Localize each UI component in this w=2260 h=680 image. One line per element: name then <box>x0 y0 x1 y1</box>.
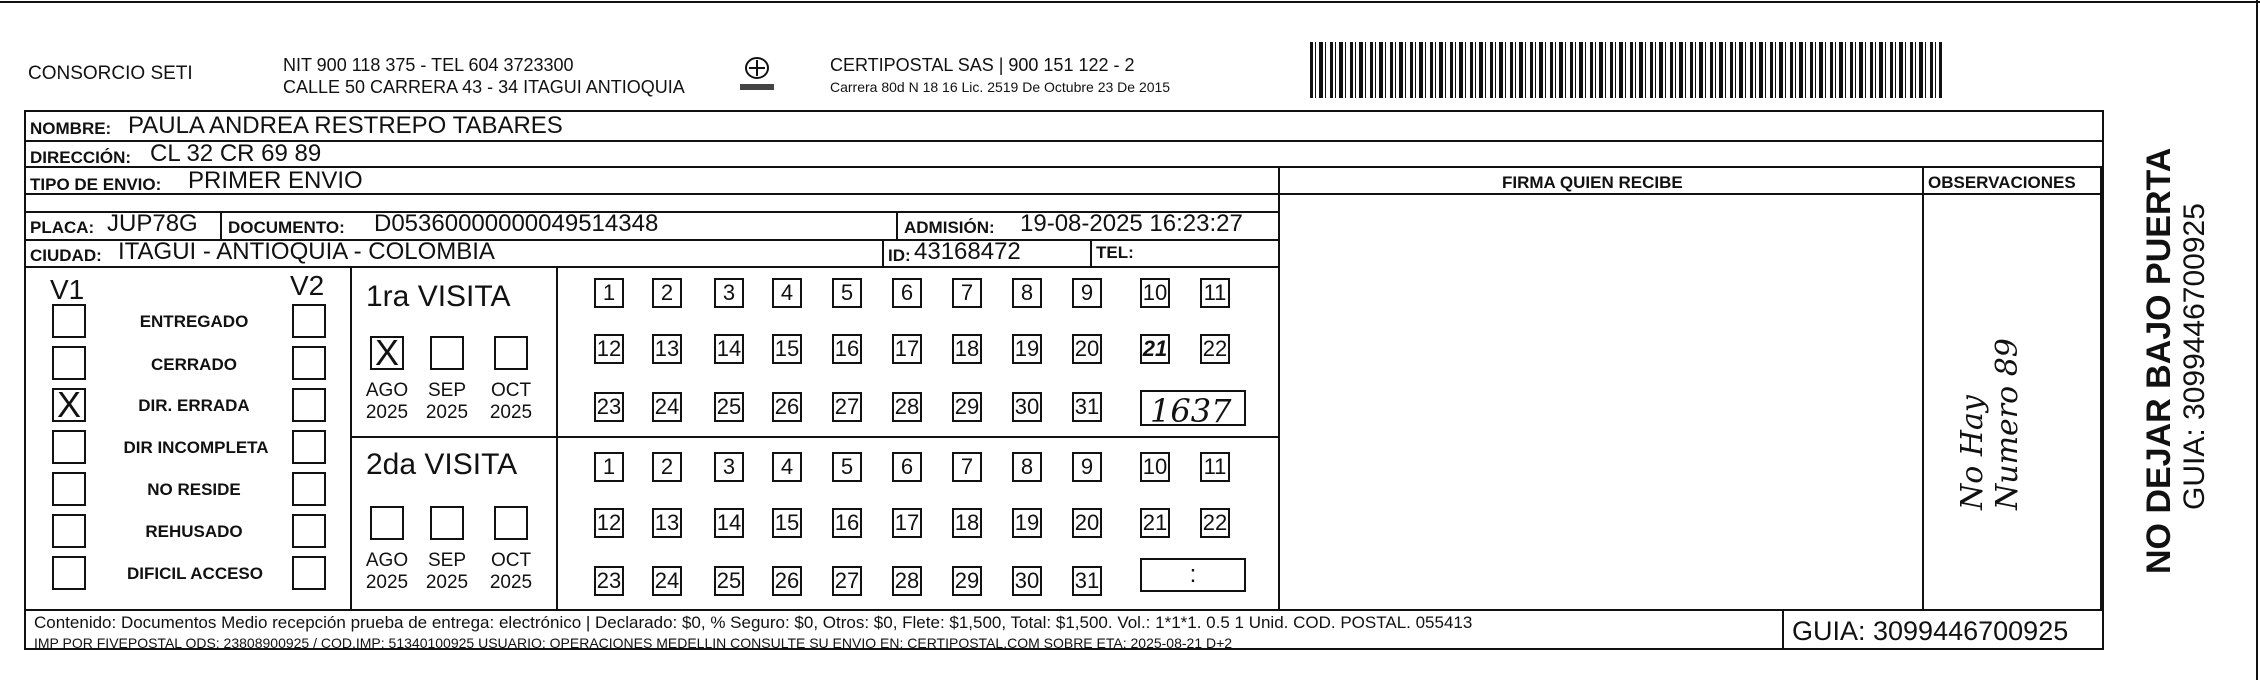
certipostal-line: CERTIPOSTAL SAS | 900 151 122 - 2 <box>830 55 1135 75</box>
status-label-cerrado: CERRADO <box>151 355 237 374</box>
observaciones-note: No Hay Numero 89 <box>1955 338 2025 510</box>
placa-value: JUP78G <box>107 210 198 237</box>
company-name: CONSORCIO SETI <box>28 63 193 84</box>
col-line <box>882 239 884 266</box>
direccion-value: CL 32 CR 69 89 <box>150 140 322 167</box>
v2-checkbox-cerrado[interactable] <box>292 346 326 380</box>
day-box-10[interactable]: 10 <box>1140 452 1170 482</box>
v1-label: V1 <box>50 274 85 305</box>
day-box-2[interactable]: 2 <box>652 278 682 308</box>
day-box-26[interactable]: 26 <box>772 566 802 596</box>
visita1-month-ago: AGO 2025 <box>365 380 409 423</box>
visita1-month-sep: SEP 2025 <box>425 380 469 423</box>
day-box-17[interactable]: 17 <box>892 334 922 364</box>
visita1-month-checkbox-ago[interactable]: X <box>370 336 404 370</box>
day-box-5[interactable]: 5 <box>832 278 862 308</box>
day-box-8[interactable]: 8 <box>1012 278 1042 308</box>
day-box-17[interactable]: 17 <box>892 508 922 538</box>
visita2-month-sep: SEP 2025 <box>425 550 469 593</box>
nombre-label: NOMBRE: <box>30 119 112 138</box>
day-box-5[interactable]: 5 <box>832 452 862 482</box>
day-box-18[interactable]: 18 <box>952 508 982 538</box>
id-label: ID: <box>888 246 911 265</box>
status-label-dir-incompleta: DIR INCOMPLETA <box>123 438 269 457</box>
day-box-19[interactable]: 19 <box>1012 334 1042 364</box>
visita1-time: 1637 <box>1150 392 1232 430</box>
col-line <box>1278 166 1280 609</box>
day-box-15[interactable]: 15 <box>772 508 802 538</box>
v1-checkbox-no-reside[interactable] <box>52 472 86 506</box>
status-label-dir-errada: DIR. ERRADA <box>138 396 250 415</box>
row-line <box>350 436 1278 438</box>
day-box-1[interactable]: 1 <box>594 278 624 308</box>
day-box-20[interactable]: 20 <box>1072 334 1102 364</box>
day-box-22[interactable]: 22 <box>1200 334 1230 364</box>
visita1-title: 1ra VISITA <box>366 280 511 313</box>
visita2-month-checkbox-sep[interactable] <box>430 506 464 540</box>
v1-checkbox-rehusado[interactable] <box>52 514 86 548</box>
day-box-29[interactable]: 29 <box>952 392 982 422</box>
day-box-16[interactable]: 16 <box>832 508 862 538</box>
status-label-dificil-acceso: DIFICIL ACCESO <box>126 564 263 583</box>
address-line: CALLE 50 CARRERA 43 - 34 ITAGUI ANTIOQUIA <box>283 77 685 97</box>
visita1-month-checkbox-oct[interactable] <box>494 336 528 370</box>
admision-value: 19-08-2025 16:23:27 <box>1020 210 1243 237</box>
day-box-31[interactable]: 31 <box>1072 392 1102 422</box>
v2-checkbox-dificil-acceso[interactable] <box>292 556 326 590</box>
col-line <box>1922 166 1924 609</box>
v2-checkbox-dir-incompleta[interactable] <box>292 430 326 464</box>
day-box-26[interactable]: 26 <box>772 392 802 422</box>
day-box-10[interactable]: 10 <box>1140 278 1170 308</box>
page-right-border <box>2256 0 2258 680</box>
day-box-30[interactable]: 30 <box>1012 566 1042 596</box>
contenido-line: Contenido: Documentos Medio recepción prueba de entrega: electrónico | Declarado: $0, % Seguro: $0, Otros: $0, Flete: $1,500, Total: $1,500. Vol.: 1*1*1. 0.5 1 Unid. COD. POSTAL. 055413 <box>34 613 1473 632</box>
day-box-13[interactable]: 13 <box>652 334 682 364</box>
v1-checkbox-dir-incompleta[interactable] <box>52 430 86 464</box>
day-box-14[interactable]: 14 <box>714 508 744 538</box>
day-box-4[interactable]: 4 <box>772 452 802 482</box>
row-line <box>24 609 2104 611</box>
tipo-envio-label: TIPO DE ENVIO: <box>30 175 162 194</box>
col-line <box>220 211 222 239</box>
guia-footer: GUIA: 3099446700925 <box>1792 616 2069 646</box>
license-line: Carrera 80d N 18 16 Lic. 2519 De Octubre 23 De 2015 <box>830 79 1171 95</box>
page-top-border <box>0 1 2260 3</box>
day-box-4[interactable]: 4 <box>772 278 802 308</box>
visita1-month-oct: OCT 2025 <box>489 380 533 423</box>
row-line <box>24 266 1278 268</box>
day-box-27[interactable]: 27 <box>832 566 862 596</box>
day-box-14[interactable]: 14 <box>714 334 744 364</box>
day-box-9[interactable]: 9 <box>1072 278 1102 308</box>
day-box-19[interactable]: 19 <box>1012 508 1042 538</box>
day-box-13[interactable]: 13 <box>652 508 682 538</box>
day-box-28[interactable]: 28 <box>892 566 922 596</box>
visita2-time-box[interactable] <box>1140 558 1246 592</box>
v1-checkbox-entregado[interactable] <box>52 304 86 338</box>
status-label-rehusado: REHUSADO <box>145 522 243 541</box>
day-box-7[interactable]: 7 <box>952 278 982 308</box>
day-box-28[interactable]: 28 <box>892 392 922 422</box>
day-box-15[interactable]: 15 <box>772 334 802 364</box>
day-box-23[interactable]: 23 <box>594 392 624 422</box>
day-box-27[interactable]: 27 <box>832 392 862 422</box>
v2-checkbox-entregado[interactable] <box>292 304 326 338</box>
day-box-20[interactable]: 20 <box>1072 508 1102 538</box>
nit-line: NIT 900 118 375 - TEL 604 3723300 <box>283 55 574 75</box>
day-box-18[interactable]: 18 <box>952 334 982 364</box>
observaciones-label: OBSERVACIONES <box>1928 173 2076 192</box>
certipostal-logo <box>734 54 780 96</box>
documento-label: DOCUMENTO: <box>228 218 345 237</box>
day-box-24[interactable]: 24 <box>652 566 682 596</box>
day-box-12[interactable]: 12 <box>594 508 624 538</box>
placa-label: PLACA: <box>30 218 95 237</box>
day-box-11[interactable]: 11 <box>1200 452 1230 482</box>
day-box-2[interactable]: 2 <box>652 452 682 482</box>
v2-checkbox-no-reside[interactable] <box>292 472 326 506</box>
day-box-21[interactable]: 21 <box>1140 334 1170 364</box>
day-box-12[interactable]: 12 <box>594 334 624 364</box>
visita1-time-box[interactable] <box>1140 390 1246 430</box>
visita2-month-oct: OCT 2025 <box>489 550 533 593</box>
day-box-23[interactable]: 23 <box>594 566 624 596</box>
v1-checkbox-dir-errada[interactable]: X <box>52 388 86 422</box>
tel-label: TEL: <box>1096 243 1134 262</box>
day-box-21[interactable]: 21 <box>1140 508 1170 538</box>
day-box-6[interactable]: 6 <box>892 278 922 308</box>
day-box-30[interactable]: 30 <box>1012 392 1042 422</box>
v2-label: V2 <box>290 270 325 301</box>
ciudad-value: ITAGUI - ANTIOQUIA - COLOMBIA <box>118 238 495 265</box>
day-box-22[interactable]: 22 <box>1200 508 1230 538</box>
row-line <box>24 140 2104 142</box>
side-warning: NO DEJAR BAJO PUERTA <box>2140 147 2178 574</box>
tipo-envio-value: PRIMER ENVIO <box>188 167 363 194</box>
day-box-6[interactable]: 6 <box>892 452 922 482</box>
visita2-month-checkbox-ago[interactable] <box>370 506 404 540</box>
firma-label: FIRMA QUIEN RECIBE <box>1502 173 1683 192</box>
v2-checkbox-rehusado[interactable] <box>292 514 326 548</box>
visita2-month-checkbox-oct[interactable] <box>494 506 528 540</box>
admision-label: ADMISIÓN: <box>904 218 995 237</box>
day-box-3[interactable]: 3 <box>714 452 744 482</box>
day-box-29[interactable]: 29 <box>952 566 982 596</box>
status-label-entregado: ENTREGADO <box>139 312 249 331</box>
day-box-7[interactable]: 7 <box>952 452 982 482</box>
direccion-label: DIRECCIÓN: <box>30 148 132 167</box>
day-box-24[interactable]: 24 <box>652 392 682 422</box>
v1-checkbox-cerrado[interactable] <box>52 346 86 380</box>
day-box-3[interactable]: 3 <box>714 278 744 308</box>
day-box-8[interactable]: 8 <box>1012 452 1042 482</box>
day-box-11[interactable]: 11 <box>1200 278 1230 308</box>
col-line <box>1782 609 1784 650</box>
col-line <box>1090 239 1092 266</box>
nombre-value: PAULA ANDREA RESTREPO TABARES <box>128 112 563 139</box>
col-line <box>896 211 898 239</box>
col-line <box>2100 166 2102 609</box>
id-value: 43168472 <box>914 238 1021 265</box>
documento-value: D05360000000049514348 <box>374 210 659 237</box>
visita2-month-ago: AGO 2025 <box>365 550 409 593</box>
visita1-month-checkbox-sep[interactable] <box>430 336 464 370</box>
day-box-16[interactable]: 16 <box>832 334 862 364</box>
day-box-9[interactable]: 9 <box>1072 452 1102 482</box>
imp-line: IMP POR FIVEPOSTAL ODS: 23808900925 / COD.IMP: 51340100925 USUARIO: OPERACIONES MEDELLIN CONSULTE SU ENVIO EN: CERTIPOSTAL.COM SOBRE ETA: 2025-08-21 D+2 <box>34 635 1233 651</box>
side-guia: GUIA: 3099446700925 <box>2178 203 2211 510</box>
ciudad-label: CIUDAD: <box>30 246 102 265</box>
visita2-title: 2da VISITA <box>366 448 518 481</box>
day-box-25[interactable]: 25 <box>714 566 744 596</box>
day-box-25[interactable]: 25 <box>714 392 744 422</box>
day-box-31[interactable]: 31 <box>1072 566 1102 596</box>
v2-checkbox-dir-errada[interactable] <box>292 388 326 422</box>
v1-checkbox-dificil-acceso[interactable] <box>52 556 86 590</box>
barcode <box>1310 42 1942 98</box>
visita2-time: : <box>1189 561 1197 588</box>
day-box-1[interactable]: 1 <box>594 452 624 482</box>
status-label-no-reside: NO RESIDE <box>147 480 241 499</box>
